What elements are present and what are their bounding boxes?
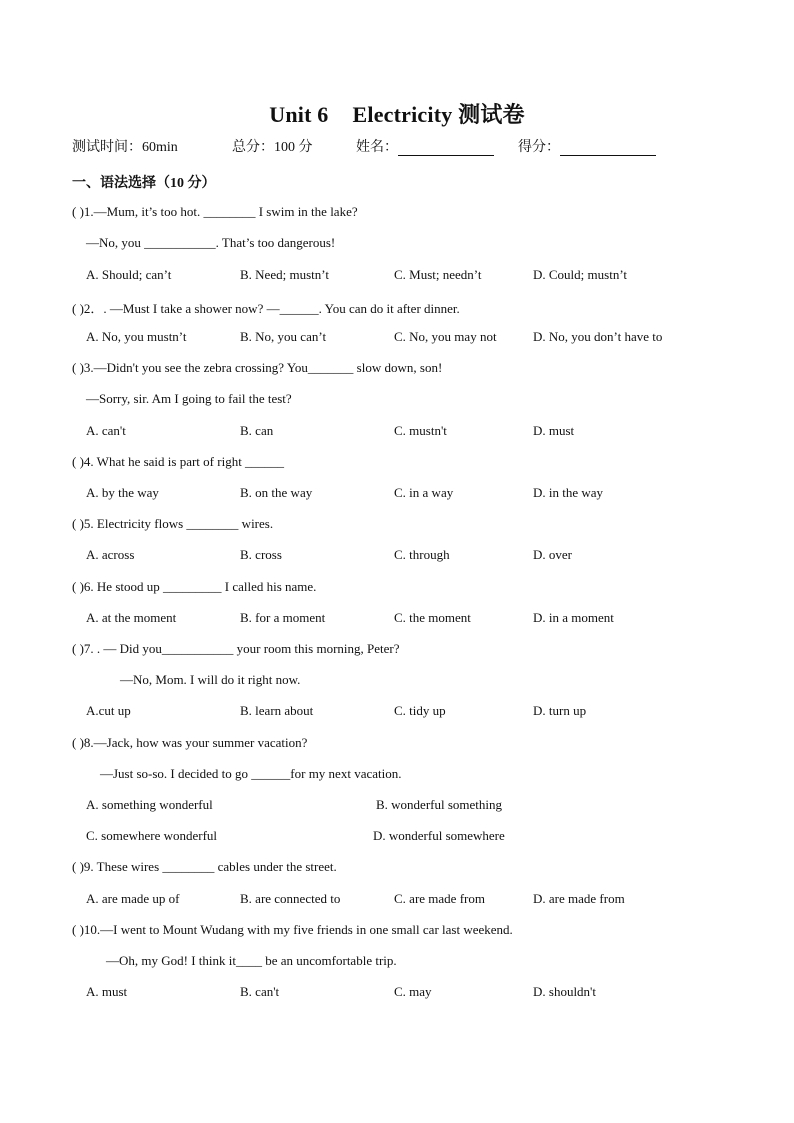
question-5-option-a[interactable]: A. across — [86, 547, 135, 562]
question-3-option-b[interactable]: B. can — [240, 423, 274, 438]
question-3-stem: ( )3.—Didn't you see the zebra crossing? You_______ slow down, son! — [72, 360, 443, 375]
question-5-option-c[interactable]: C. through — [394, 547, 450, 562]
page-title — [0, 98, 794, 129]
question-2-option-b[interactable]: B. No, you can’t — [240, 329, 327, 344]
name-blank[interactable] — [398, 141, 494, 156]
question-4-option-b[interactable]: B. on the way — [240, 485, 313, 500]
question-3-option-a[interactable]: A. can't — [86, 423, 126, 438]
question-6-option-c[interactable]: C. the moment — [394, 610, 471, 625]
question-9-stem: ( )9. These wires ________ cables under the street. — [72, 859, 337, 874]
question-5-stem: ( )5. Electricity flows ________ wires. — [72, 516, 274, 531]
question-1-option-c[interactable]: C. Must; needn’t — [394, 267, 482, 282]
question-10-option-c[interactable]: C. may — [394, 984, 432, 999]
question-10-option-d[interactable]: D. shouldn't — [533, 984, 597, 999]
question-7-option-a[interactable]: A.cut up — [86, 703, 131, 718]
exam-meta — [72, 136, 656, 156]
question-1-stem: ( )1.—Mum, it’s too hot. ________ I swim in the lake? — [72, 204, 358, 219]
question-7-option-d[interactable]: D. turn up — [533, 703, 587, 718]
question-8-option-c[interactable]: C. somewhere wonderful — [86, 828, 218, 843]
question-3-stem-2: —Sorry, sir. Am I going to fail the test? — [86, 391, 292, 406]
question-8-stem-2: —Just so-so. I decided to go ______for my next vacation. — [100, 766, 402, 781]
question-7-stem-2: —No, Mom. I will do it right now. — [120, 672, 301, 687]
question-8-option-b[interactable]: B. wonderful something — [376, 797, 503, 812]
question-1-option-b[interactable]: B. Need; mustn’t — [240, 267, 329, 282]
question-7-option-b[interactable]: B. learn about — [240, 703, 314, 718]
question-2-stem: ( )2．. —Must I take a shower now? —______. You can do it after dinner. — [72, 301, 460, 316]
got-label: 得分： — [518, 140, 560, 155]
section-heading: 一、语法选择（10 分） — [72, 176, 216, 191]
question-9-option-c[interactable]: C. are made from — [394, 891, 485, 906]
question-2-option-c[interactable]: C. No, you may not — [394, 329, 497, 344]
question-6-option-d[interactable]: D. in a moment — [533, 610, 614, 625]
question-5-option-d[interactable]: D. over — [533, 547, 572, 562]
question-4-option-c[interactable]: C. in a way — [394, 485, 454, 500]
question-3-option-c[interactable]: C. mustn't — [394, 423, 447, 438]
title-subject: Electricity 测试卷 — [352, 102, 525, 127]
score-blank[interactable] — [560, 141, 656, 156]
question-4-option-d[interactable]: D. in the way — [533, 485, 604, 500]
question-9-option-d[interactable]: D. are made from — [533, 891, 625, 906]
question-9-option-a[interactable]: A. are made up of — [86, 891, 180, 906]
question-10-option-b[interactable]: B. can't — [240, 984, 280, 999]
question-10-stem-2: —Oh, my God! I think it____ be an uncomfortable trip. — [106, 953, 397, 968]
question-6-stem: ( )6. He stood up _________ I called his name. — [72, 579, 317, 594]
question-4-stem: ( )4. What he said is part of right ______ — [72, 454, 285, 469]
question-3-option-d[interactable]: D. must — [533, 423, 575, 438]
question-7-stem: ( )7. . — Did you___________ your room this morning, Peter? — [72, 641, 400, 656]
question-9-option-b[interactable]: B. are connected to — [240, 891, 341, 906]
question-4-option-a[interactable]: A. by the way — [86, 485, 159, 500]
question-8-option-a[interactable]: A. something wonderful — [86, 797, 213, 812]
question-2-option-d[interactable]: D. No, you don’t have to — [533, 329, 663, 344]
score-label: 总分：100 分 — [232, 140, 313, 155]
question-10-stem: ( )10.—I went to Mount Wudang with my five friends in one small car last weekend. — [72, 922, 513, 937]
question-8-stem: ( )8.—Jack, how was your summer vacation? — [72, 735, 308, 750]
title-unit: Unit 6 — [269, 102, 329, 127]
question-7-option-c[interactable]: C. tidy up — [394, 703, 446, 718]
question-6-option-b[interactable]: B. for a moment — [240, 610, 326, 625]
question-1-option-a[interactable]: A. Should; can’t — [86, 267, 172, 282]
time-label: 测试时间：60min — [72, 140, 178, 155]
question-2-option-a[interactable]: A. No, you mustn’t — [86, 329, 187, 344]
question-8-option-d[interactable]: D. wonderful somewhere — [373, 828, 505, 843]
question-6-option-a[interactable]: A. at the moment — [86, 610, 177, 625]
question-5-option-b[interactable]: B. cross — [240, 547, 282, 562]
name-label: 姓名： — [356, 140, 398, 155]
question-10-option-a[interactable]: A. must — [86, 984, 128, 999]
question-1-option-d[interactable]: D. Could; mustn’t — [533, 267, 628, 282]
question-1-stem-2: —No, you ___________. That’s too dangerous! — [86, 235, 336, 250]
